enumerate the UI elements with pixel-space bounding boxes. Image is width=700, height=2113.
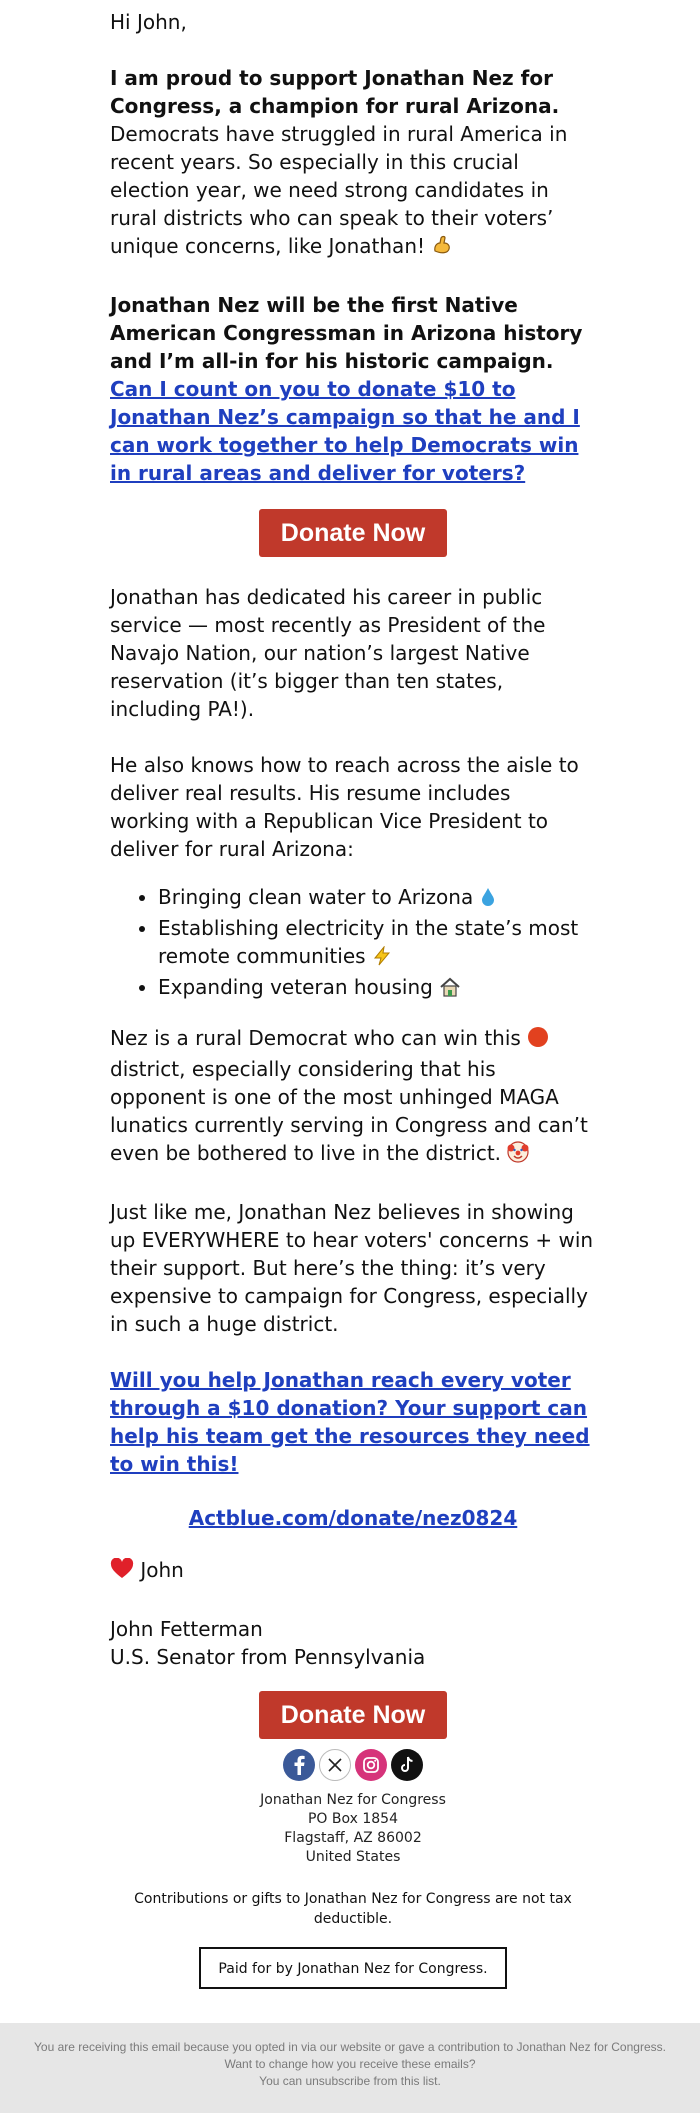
intro-text: Democrats have struggled in rural America in recent years. So especially in this crucial election year, we need strong candidates in rural districts who can speak to their voters’ unique concerns, like Jonathan! [110,122,568,258]
email-body [110,8,596,1989]
actblue-paragraph [110,1504,596,1532]
signature-title: U.S. Senator from Pennsylvania [110,1645,426,1669]
donate-now-button[interactable]: Donate Now [259,509,447,557]
list-item: • Expanding veteran housing [158,973,596,1004]
address-country: United States [305,1849,401,1865]
ask-paragraph [110,1366,596,1478]
paid-for-box: Paid for by Jonathan Nez for Congress. [199,1947,507,1989]
donate-ten-link[interactable]: Can I count on you to donate $10 to Jonathan Nez’s campaign so that he and I can work together to help Democrats win in rural areas and deliver for voters? [110,377,580,485]
red-heart-icon [110,1558,134,1587]
address-box: PO Box 1854 [307,1811,398,1827]
ask-donation-link[interactable]: Will you help Jonathan reach every voter through a $10 donation? Your support can help his team get the resources they need to win this! [110,1368,590,1476]
x-icon[interactable] [319,1749,351,1781]
tax-disclaimer: Contributions or gifts to Jonathan Nez for Congress are not tax deductible. [134,1891,572,1927]
list-item: • Bringing clean water to Arizona [158,883,596,914]
signature-name: John Fetterman [110,1617,263,1641]
signoff: John [110,1556,596,1587]
pitch-paragraph [110,291,596,487]
unsubscribe-link[interactable]: You can unsubscribe from this list. [259,2074,441,2088]
everywhere-paragraph: Just like me, Jonathan Nez believes in showing up EVERYWHERE to hear voters' concerns + win their support. But here’s the thing: it’s very expensive to campaign for Congress, especially in such a huge district. [110,1200,594,1336]
career-paragraph: Jonathan has dedicated his career in public service — most recently as President of the Navajo Nation, our nation’s largest Native reservation (it’s bigger than ten states, including PA!). [110,585,546,721]
greeting: Hi John, [110,10,187,34]
footer-optin-text: You are receiving this email because you opted in via our website or gave a contribution to Jonathan Nez for Congress. Want to change how you receive these emails? [34,2040,666,2071]
clown-face-icon [507,1141,529,1170]
flexed-biceps-icon [431,234,453,263]
red-circle-icon [527,1026,549,1055]
rural-paragraph: Nez is a rural Democrat who can win this district, especially considering that his opponent is one of the most unhinged MAGA lunatics currently serving in Congress and can’t even be bothered to live in the district. [110,1024,596,1170]
footer [0,2023,700,2113]
donate-button-wrap [110,509,596,557]
accomplishments-list [110,883,596,1004]
droplet-icon [480,886,496,914]
facebook-icon[interactable] [283,1749,315,1781]
address-city: Flagstaff, AZ 86002 [284,1830,422,1846]
pitch-bold: Jonathan Nez will be the first Native American Congressman in Arizona history and I’m all-in for his historic campaign. [110,293,583,373]
instagram-icon[interactable] [355,1749,387,1781]
tiktok-icon[interactable] [391,1749,423,1781]
address-org: Jonathan Nez for Congress [260,1792,446,1808]
aisle-paragraph: He also knows how to reach across the aisle to deliver real results. His resume includes working with a Republican Vice President to deliver for rural Arizona: [110,753,579,861]
donate-button-wrap-bottom [110,1691,596,1739]
intro-paragraph [110,64,596,263]
actblue-link[interactable]: Actblue.com/donate/nez0824 [188,1506,518,1530]
donate-now-button-bottom[interactable]: Donate Now [259,1691,447,1739]
intro-bold: I am proud to support Jonathan Nez for Congress, a champion for rural Arizona. [110,66,560,118]
house-icon [439,976,461,1004]
social-links [110,1749,596,1781]
mailing-address [110,1791,596,1867]
list-item: • Establishing electricity in the state’s most remote communities [158,914,596,973]
lightning-icon [372,945,392,973]
